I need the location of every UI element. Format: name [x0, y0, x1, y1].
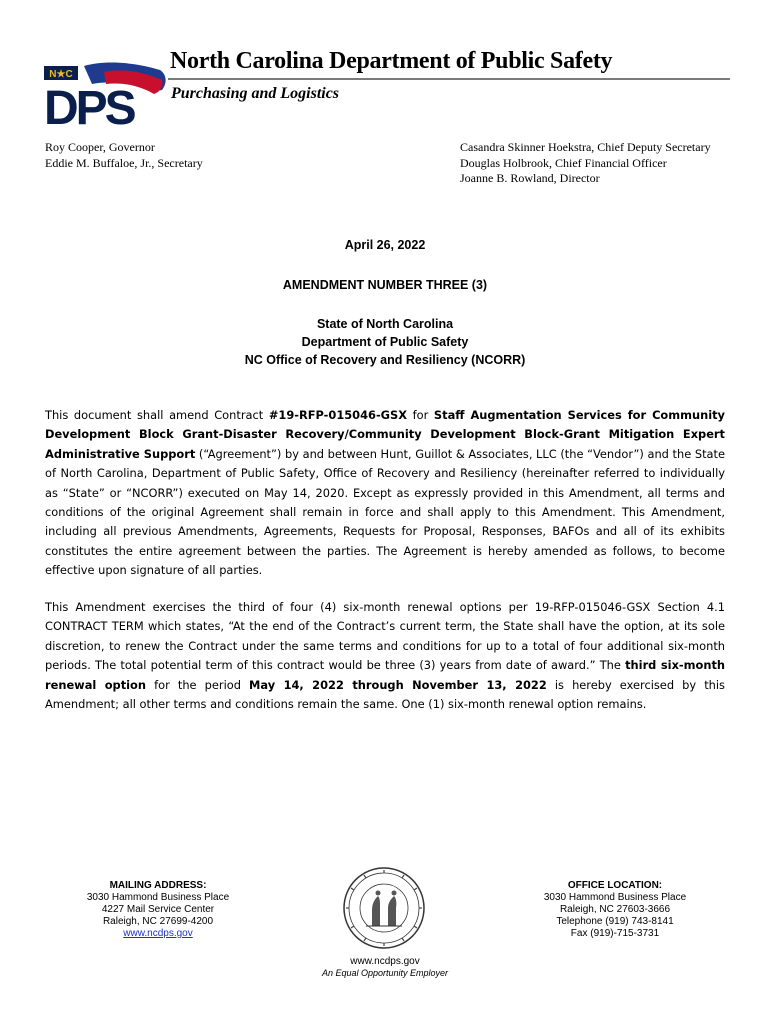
mailing-line: Raleigh, NC 27699-4200 [102, 916, 214, 927]
office-line: Fax (919)-715-3731 [570, 928, 660, 939]
heading-state: State of North Carolina [316, 317, 454, 331]
footer-website: www.ncdps.gov [350, 956, 420, 967]
mailing-line: 3030 Hammond Business Place [86, 892, 230, 903]
official-director: Joanne B. Rowland, Director [460, 171, 600, 185]
official-cfo: Douglas Holbrook, Chief Financial Officer [460, 155, 667, 170]
office-line: Raleigh, NC 27603-3666 [559, 904, 671, 915]
state-seal [342, 866, 426, 950]
office-line: Telephone (919) 743-8141 [556, 916, 674, 927]
p2-text-a: This Amendment exercises the third of four (4) six-month renewal options per 19-RFP-015046-GSX Section 4.1 CONTRACT TERM which states, “At the end of the Contract’s current term, the State shall have the option, at its sole discretion, to renew the Contract under the same terms and conditions for up to a total of four additional six-month periods. The total potential term of this contract would be three (3) years from date of award.” The [45, 600, 725, 673]
paragraph-1 [45, 406, 725, 581]
p1-text-a: This document shall amend Contract [45, 408, 269, 422]
office-line: 3030 Hammond Business Place [543, 892, 687, 903]
official-secretary: Eddie M. Buffaloe, Jr., Secretary [45, 155, 203, 170]
footer-tagline: An Equal Opportunity Employer [321, 968, 449, 978]
p2-text-c: is hereby exercised by this Amendment; all other terms and conditions remain the same. One (1) six-month renewal option remains. [45, 677, 725, 712]
official-chief-deputy: Casandra Skinner Hoekstra, Chief Deputy Secretary [460, 140, 711, 154]
department-title: North Carolina Department of Public Safety [170, 48, 613, 74]
mailing-label: MAILING ADDRESS: [109, 880, 207, 891]
p1-services: Staff Augmentation Services for Community Development Block Grant-Disaster Recovery/Community Development Block-Grant Mitigation Expert Administrative Support [45, 408, 725, 461]
heading-office: NC Office of Recovery and Resiliency (NCORR) [244, 353, 526, 367]
document-date: April 26, 2022 [344, 238, 426, 252]
dps-logo [44, 62, 170, 126]
paragraph-2 [45, 598, 725, 714]
office-location [522, 880, 708, 940]
officials-right [460, 140, 711, 187]
p2-text-b: for the period [146, 677, 250, 692]
header-rule [168, 78, 730, 80]
office-label: OFFICE LOCATION: [567, 880, 663, 891]
division-title: Purchasing and Logistics [171, 85, 340, 102]
p1-contract-number: #19-RFP-015046-GSX [268, 408, 408, 422]
p1-text-b: for [407, 408, 434, 422]
heading-department: Department of Public Safety [301, 335, 469, 349]
official-governor: Roy Cooper, Governor [45, 140, 155, 154]
mailing-line: 4227 Mail Service Center [101, 904, 215, 915]
mailing-address [66, 880, 250, 940]
officials-left [45, 140, 203, 171]
website-link[interactable]: www.ncdps.gov [123, 928, 193, 939]
p1-text-c: (“Agreement”) by and between Hunt, Guillot & Associates, LLC (the “Vendor”) and the State of North Carolina, Department of Public Safety, Office of Recovery and Resiliency (hereinafter referred to individually as “State” or “NCORR”) executed on May 14, 2020. Except as expressly provided in this Amendment, all terms and conditions of the original Agreement shall remain in force and shall apply to this Amendment. This Amendment, including all previous Amendments, Agreements, Requests for Proposal, Responses, BAFOs and all of its exhibits constitutes the entire agreement between the parties. The Agreement is hereby amended as follows, to become effective upon signature of all parties. [45, 446, 725, 578]
p2-renewal-option: third six-month renewal option [45, 658, 726, 692]
amendment-title: AMENDMENT NUMBER THREE (3) [282, 278, 488, 292]
logo-text: DPS [44, 82, 134, 126]
logo-badge-text: N★C [49, 69, 73, 80]
p2-renewal-period: May 14, 2022 through November 13, 2022 [249, 677, 547, 692]
